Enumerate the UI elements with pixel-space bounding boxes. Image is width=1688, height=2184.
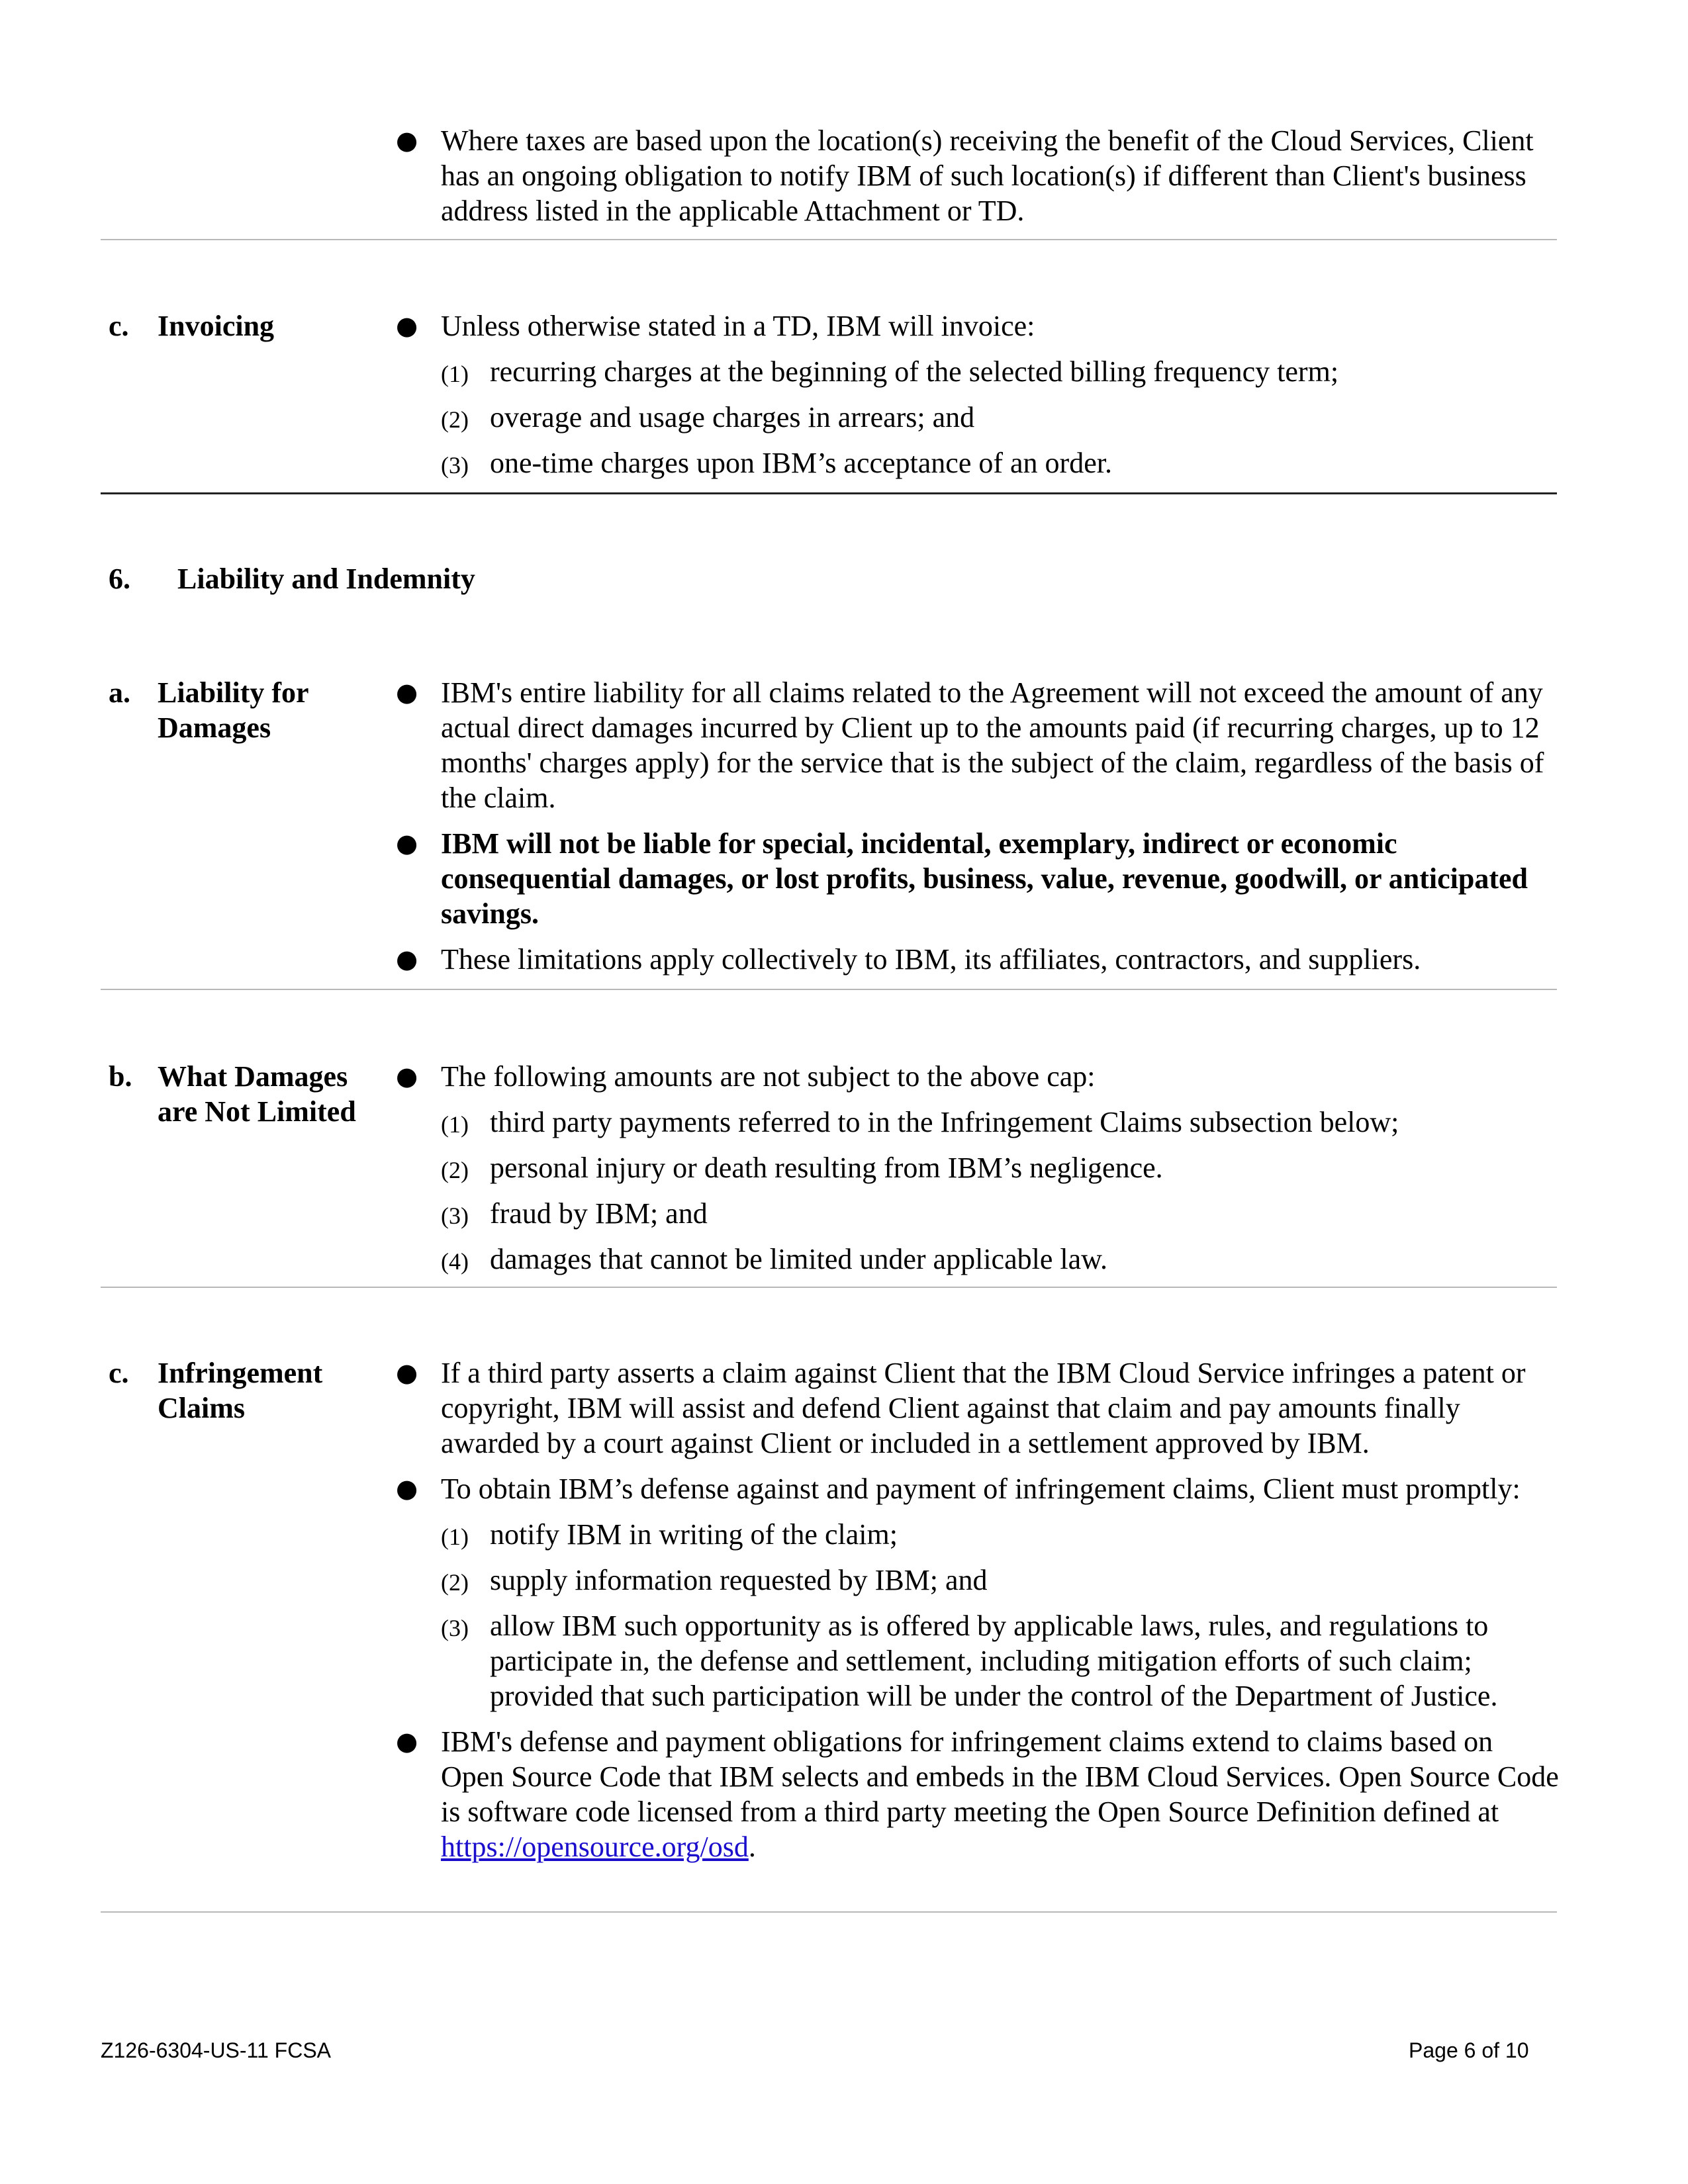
numbered-item: (1) recurring charges at the beginning of the selected billing frequency term;: [441, 355, 1339, 388]
section-divider: [101, 239, 1557, 240]
bullet-dot: ●: [396, 829, 418, 858]
numbered-item: (1) notify IBM in writing of the claim;: [441, 1518, 898, 1551]
section-divider: [101, 1287, 1557, 1288]
section-title: Liability for Damages: [158, 676, 309, 744]
invoicing-intro-bullet: ● Unless otherwise stated in a TD, IBM will invoice:: [396, 310, 1035, 342]
section-letter: c.: [109, 1357, 129, 1389]
taxes-bullet: ● Where taxes are based upon the location(s) receiving the benefit of the Cloud Services, Client has an ongoing obligation to notify IBM of such location(s) if different than Client's business address listed in the applicable Attachment or TD.: [396, 124, 1534, 227]
section-heading-title: Liability and Indemnity: [177, 563, 475, 595]
footer-document-id: Z126-6304-US-11 FCSA: [101, 2038, 331, 2062]
infringement-bullet: ● If a third party asserts a claim against Client that the IBM Cloud Service infringes a patent or copyright, IBM will assist and defend Client against that claim and pay amounts finally awarded by a court against Client or included in a settlement approved by IBM.: [396, 1357, 1526, 1459]
numbered-item: (3) allow IBM such opportunity as is offered by applicable laws, rules, and regulations to participate in, the defense and settlement, including mitigation efforts of such claim; provided that such participation will be under the control of the Department of Justice.: [441, 1610, 1498, 1712]
section-letter: b.: [109, 1060, 132, 1093]
infringement-bullet: ● IBM's defense and payment obligations for infringement claims extend to claims based on Open Source Code that IBM selects and embeds in the IBM Cloud Services. Open Source Code is software code licensed from a third party meeting the Open Source Definition defined at https://opensource.org/osd.: [396, 1725, 1559, 1863]
numbered-item: (2) supply information requested by IBM; and: [441, 1564, 988, 1596]
numbered-item: (2) personal injury or death resulting from IBM’s negligence.: [441, 1152, 1163, 1184]
opensource-osd-link[interactable]: https://opensource.org/osd: [441, 1831, 749, 1863]
section-divider: [101, 492, 1557, 494]
section-divider: [101, 989, 1557, 990]
section-heading: [109, 561, 475, 596]
section-title: Infringement Claims: [158, 1357, 323, 1424]
section-title: What Damages are Not Limited: [158, 1060, 356, 1128]
section-title: Invoicing: [158, 310, 275, 342]
bullet-dot: ●: [396, 1358, 418, 1387]
bullet-dot: ●: [396, 126, 418, 155]
section-letter: a.: [109, 676, 130, 709]
liability-bullet: ● IBM will not be liable for special, incidental, exemplary, indirect or economic consequential damages, or lost profits, business, value, revenue, goodwill, or anticipated savings.: [396, 827, 1528, 930]
section-letter: c.: [109, 310, 129, 342]
numbered-item: (3) fraud by IBM; and: [441, 1197, 708, 1230]
bullet-dot: ●: [396, 311, 418, 340]
bullet-dot: ●: [396, 1062, 418, 1091]
numbered-item: (2) overage and usage charges in arrears; and: [441, 401, 975, 433]
liability-bullet: ● IBM's entire liability for all claims related to the Agreement will not exceed the amount of any actual direct damages incurred by Client up to the amounts paid (if recurring charges, up to 12 months' charges apply) for the service that is the subject of the claim, regardless of the basis of the claim.: [396, 676, 1544, 814]
bullet-dot: ●: [396, 944, 418, 974]
footer-page-number: Page 6 of 10: [1409, 2038, 1529, 2062]
liability-bullet: ● These limitations apply collectively to IBM, its affiliates, contractors, and suppliers.: [396, 943, 1421, 976]
numbered-item: (4) damages that cannot be limited under applicable law.: [441, 1243, 1108, 1275]
infringement-bullet: ● To obtain IBM’s defense against and payment of infringement claims, Client must promptly:: [396, 1473, 1521, 1505]
bullet-dot: ●: [396, 1727, 418, 1756]
section-number: 6.: [109, 563, 130, 595]
numbered-item: (3) one-time charges upon IBM’s acceptance of an order.: [441, 447, 1112, 479]
not-limited-intro-bullet: ● The following amounts are not subject to the above cap:: [396, 1060, 1096, 1093]
bullet-dot: ●: [396, 1474, 418, 1503]
numbered-item: (1) third party payments referred to in the Infringement Claims subsection below;: [441, 1106, 1399, 1138]
bullet-dot: ●: [396, 678, 418, 707]
section-divider: [101, 1911, 1557, 1913]
